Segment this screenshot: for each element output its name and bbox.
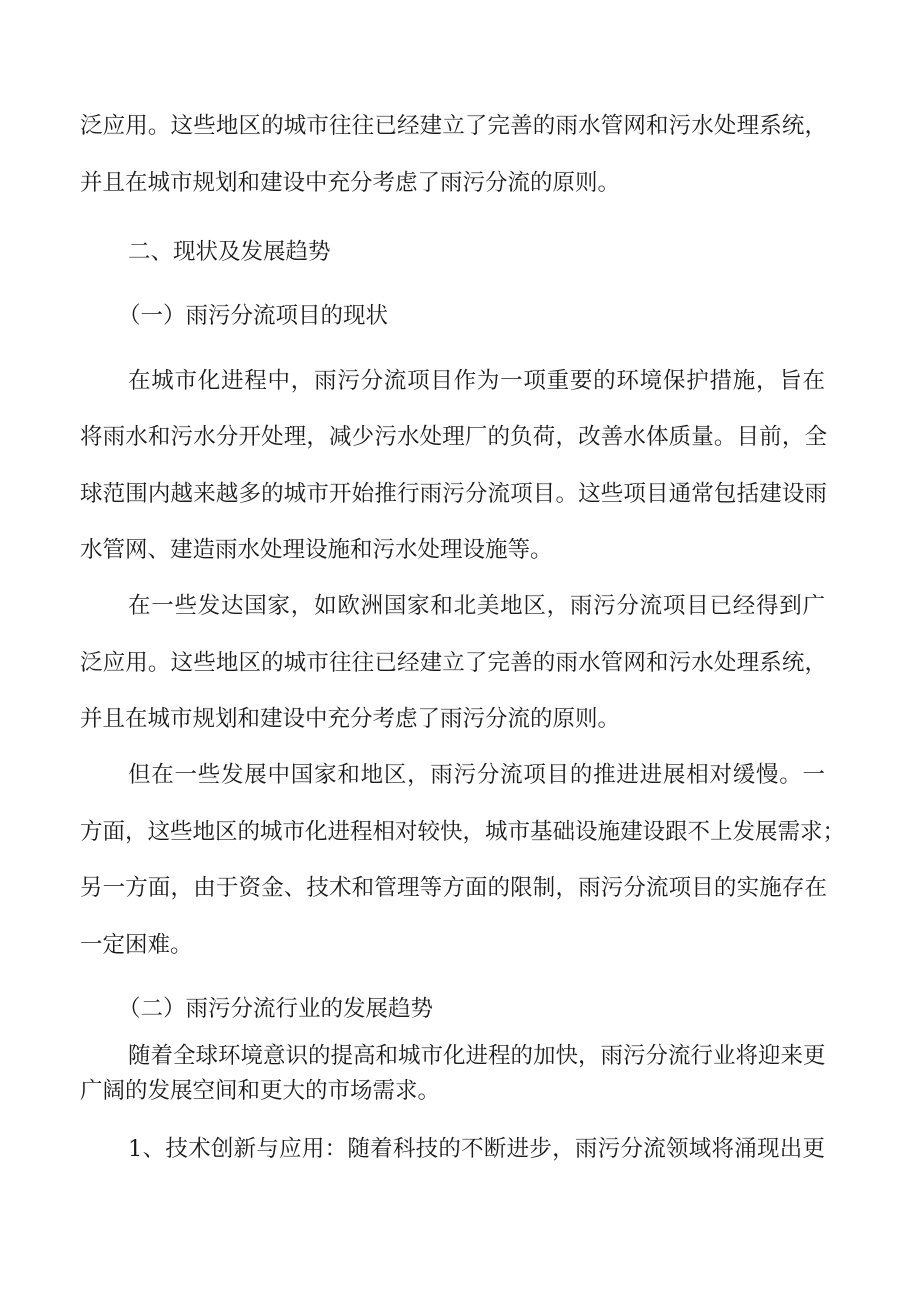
paragraph-line: 水管网、建造雨水处理设施和污水处理设施等。 xyxy=(80,537,553,563)
paragraph-line: 并且在城市规划和建设中充分考虑了雨污分流的原则。 xyxy=(80,706,621,732)
paragraph-line: 另一方面，由于资金、技术和管理等方面的限制，雨污分流项目的实施存在 xyxy=(80,875,827,901)
paragraph-line: 将雨水和污水分开处理，减少污水处理厂的负荷，改善水体质量。目前，全 xyxy=(80,424,827,450)
paragraph-line: 泛应用。这些地区的城市往往已经建立了完善的雨水管网和污水处理系统， xyxy=(80,650,827,676)
paragraph-line: 一定困难。 xyxy=(80,932,193,958)
subsection-heading: （二）雨污分流行业的发展趋势 xyxy=(118,996,434,1022)
subsection-heading: （一）雨污分流项目的现状 xyxy=(118,303,389,329)
paragraph-line: 方面，这些地区的城市化进程相对较快，城市基础设施建设跟不上发展需求； xyxy=(80,819,846,845)
paragraph-line: 随着全球环境意识的提高和城市化进程的加快，雨污分流行业将迎来更 xyxy=(128,1043,826,1069)
paragraph-line: 并且在城市规划和建设中充分考虑了雨污分流的原则。 xyxy=(80,170,621,196)
paragraph-line: 球范围内越来越多的城市开始推行雨污分流项目。这些项目通常包括建设雨 xyxy=(80,481,827,507)
paragraph-line: 广阔的发展空间和更大的市场需求。 xyxy=(80,1078,441,1104)
paragraph-line: 泛应用。这些地区的城市往往已经建立了完善的雨水管网和污水处理系统， xyxy=(80,113,827,139)
paragraph-line: 在城市化进程中，雨污分流项目作为一项重要的环境保护措施，旨在 xyxy=(128,368,825,394)
section-heading: 二、现状及发展趋势 xyxy=(128,239,331,265)
list-item: 1、技术创新与应用：随着科技的不断进步，雨污分流领域将涌现出更 xyxy=(128,1136,825,1162)
paragraph-line: 在一些发达国家，如欧洲国家和北美地区，雨污分流项目已经得到广 xyxy=(128,593,825,619)
paragraph-line: 但在一些发展中国家和地区，雨污分流项目的推进进展相对缓慢。一 xyxy=(128,762,825,788)
